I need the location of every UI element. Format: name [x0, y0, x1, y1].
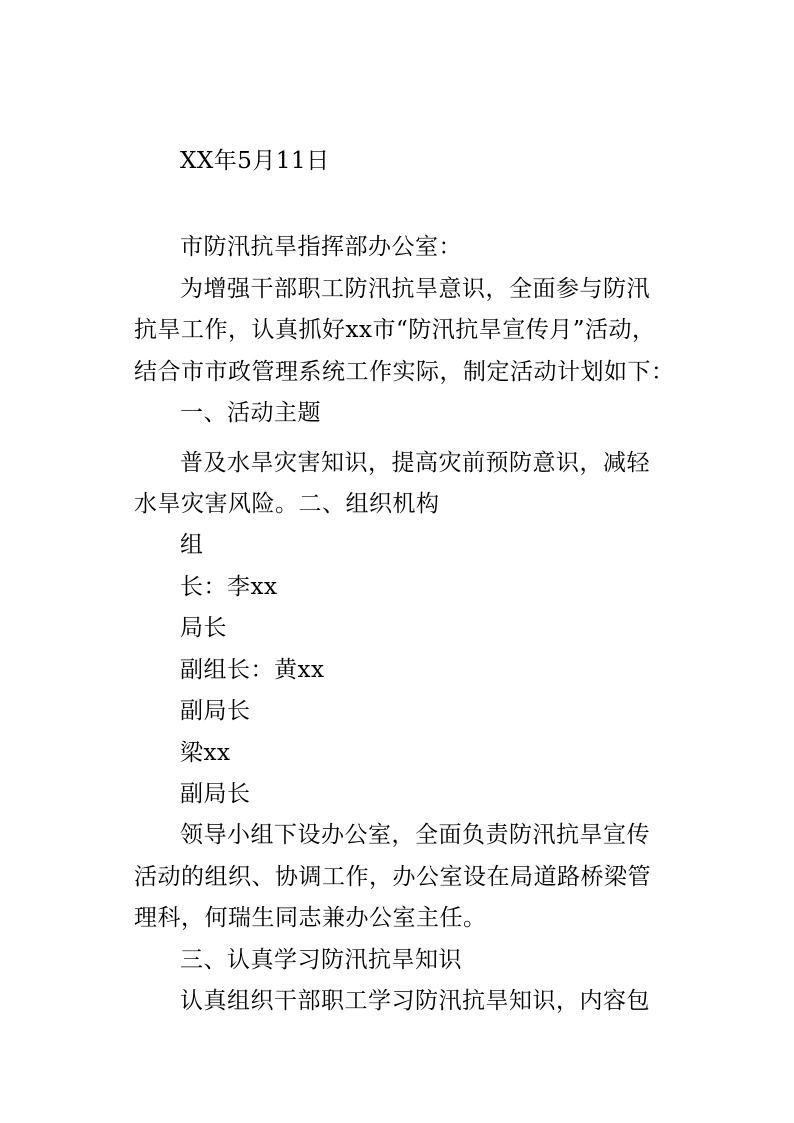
section3-body-line-1: 认真组织干部职工学习防汛抗旱知识，内容包 — [180, 988, 650, 1014]
office-paragraph-line-1: 领导小组下设办公室，全面负责防汛抗旱宣传 — [180, 822, 650, 848]
document-date: XX年5月11日 — [180, 148, 330, 174]
org-leader-title: 局长 — [180, 615, 227, 641]
addressee: 市防汛抗旱指挥部办公室： — [180, 234, 462, 260]
intro-line-1: 为增强干部职工防汛抗旱意识，全面参与防汛 — [180, 276, 650, 302]
org-leader: 长：李xx — [180, 574, 278, 600]
section1-body-line-1: 普及水旱灾害知识，提高灾前预防意识，减轻 — [180, 450, 650, 476]
office-paragraph-line-2: 活动的组织、协调工作，办公室设在局道路桥梁管 — [134, 864, 651, 890]
org-deputy-2: 梁xx — [180, 740, 231, 766]
org-zu: 组 — [180, 532, 204, 558]
org-deputy-1-title: 副局长 — [180, 698, 251, 724]
intro-line-2: 抗旱工作，认真抓好xx市“防汛抗旱宣传月”活动， — [134, 317, 656, 343]
office-paragraph-line-3: 理科，何瑞生同志兼办公室主任。 — [134, 905, 487, 931]
section3-heading: 三、认真学习防汛抗旱知识 — [180, 947, 462, 973]
org-deputy-2-title: 副局长 — [180, 781, 251, 807]
section1-body-line-2: 水旱灾害风险。二、组织机构 — [134, 491, 440, 517]
org-deputy-1: 副组长：黄xx — [180, 657, 325, 683]
section1-heading: 一、活动主题 — [180, 400, 321, 426]
intro-line-3: 结合市市政管理系统工作实际，制定活动计划如下： — [134, 359, 675, 385]
